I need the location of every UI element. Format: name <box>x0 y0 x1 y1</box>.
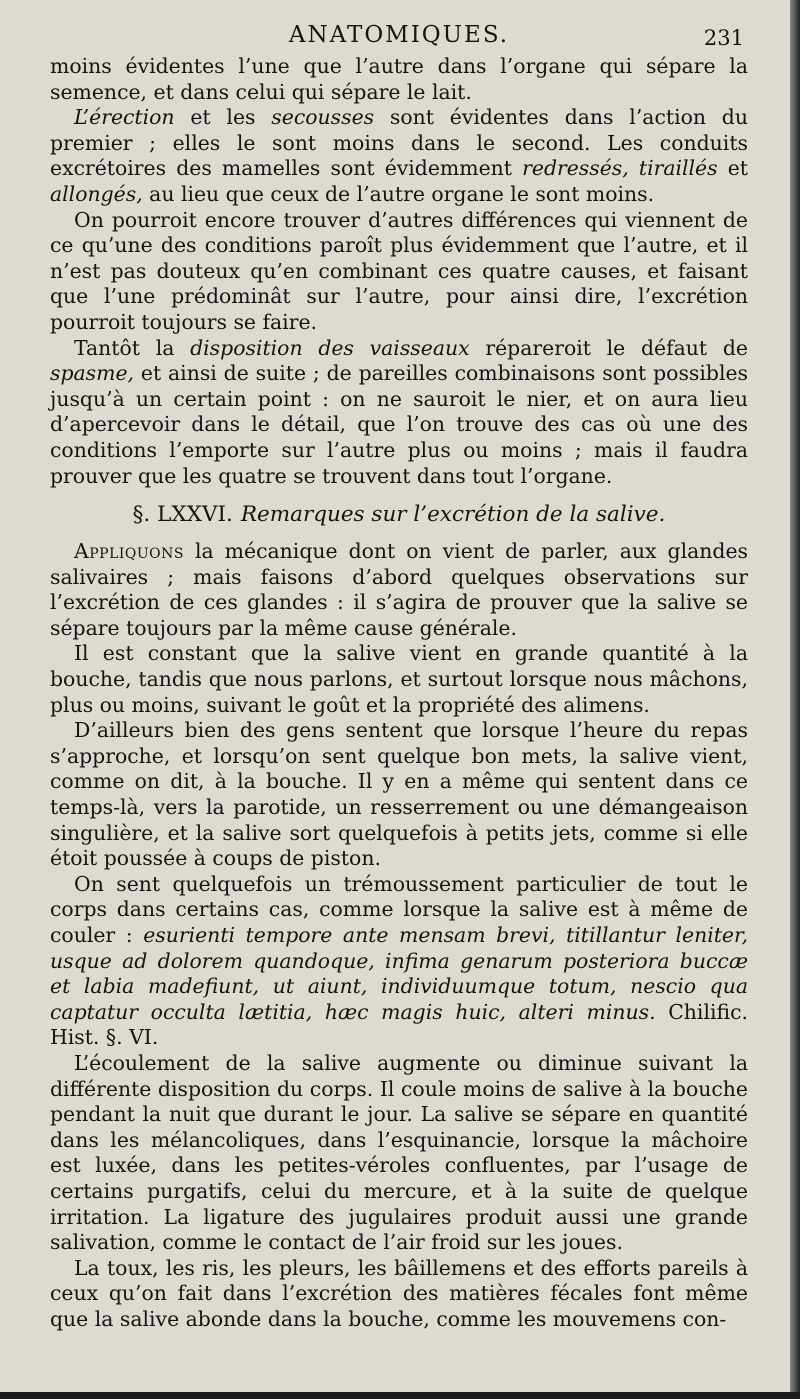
paragraph-text: et <box>717 156 748 181</box>
italic-term: allongés, <box>50 181 143 206</box>
paragraph-text: et les <box>174 105 272 130</box>
italic-term: redressés, tiraillés <box>522 156 718 181</box>
page-edge-shadow <box>790 0 800 1399</box>
paragraph-differences <box>50 208 748 336</box>
italic-term: L’érection <box>74 105 175 130</box>
paragraph-text: La toux, les ris, les pleurs, les bâillemens et des efforts pareils à ceux qu’on fait dans l’excrétion des matières fécales font même que la salive abonde dans la bouche, comme les mouvemens con- <box>50 1255 748 1331</box>
section-number: §. LXXVI. <box>132 502 233 528</box>
paragraph-text: moins évidentes l’une que l’autre dans l’organe qui sépare la semence, et dans celui qui sépare le lait. <box>50 54 748 104</box>
paragraph-text: sont évidentes dans l’action du premier ; elles le sont moins dans le second. Les conduits excrétoires des mamelles sont évidemment <box>50 105 748 181</box>
latin-quotation: esurienti tempore ante mensam brevi, titillantur leniter, usque ad dolorem quandoque, infima genarum posteriora buccæ et labia madefiunt, ut aiunt, individuumque totum, nescio qua captatur occulta lætitia, hæc magis huic, alteri minus. <box>50 923 748 1024</box>
running-title: ANATOMIQUES. <box>288 22 510 48</box>
page-bottom-edge <box>0 1392 800 1399</box>
paragraph-text: au lieu que ceux de l’autre organe le sont moins. <box>142 181 655 206</box>
paragraph-text: On pourroit encore trouver d’autres différences qui viennent de ce qu’une des conditions paroît plus évidemment que l’autre, et il n’est pas douteux qu’en combinant ces quatre causes, et faisant que l’une prédominât sur l’autre, pour ainsi dire, l’excrétion pourroit toujours se faire. <box>50 207 748 334</box>
paragraph-text: D’ailleurs bien des gens sentent que lorsque l’heure du repas s’approche, et lorsqu’on sent quelque bon mets, la salive vient, comme on dit, à la bouche. Il y en a même qui sentent dans ce temps-là, vers la parotide, un resserrement ou une démangeaison singulière, et la salive sort quelquefois à petits jets, comme si elle étoit poussée à coups de piston. <box>50 718 748 871</box>
italic-term: spasme, <box>50 361 135 386</box>
italic-term: disposition des vaisseaux <box>190 335 470 360</box>
paragraph-text: Il est constant que la salive vient en grande quantité à la bouche, tandis que nous parlons, et surtout lorsque nous mâchons, plus ou moins, suivant le goût et la propriété des alimens. <box>50 641 748 717</box>
citation: Chilific. Hist. §. VI. <box>50 999 748 1050</box>
paragraph-text: L’écoulement de la salive augmente ou diminue suivant la différente disposition du corps. Il coule moins de salive à la bouche pendant la nuit que durant le jour. La salive se sépare en quantité dans les mélancoliques, dans l’esquinancie, lorsque la mâchoire est luxée, dans les petites-véroles confluentes, par l’usage de certains purgatifs, celui du mercure, et à la suite de quelque irritation. La ligature des jugulaires produit aussi une grande salivation, comme le contact de l’air froid sur les joues. <box>50 1050 748 1255</box>
running-head <box>50 20 748 54</box>
page-number: 231 <box>703 26 744 50</box>
paragraph-continuation <box>50 54 748 105</box>
paragraph-latin-quote <box>50 872 748 1051</box>
paragraph-text: Tantôt la <box>74 335 191 360</box>
section-heading <box>50 501 748 529</box>
section-title: Remarques sur l’excrétion de la salive. <box>240 502 666 528</box>
paragraph-toux <box>50 1256 748 1333</box>
paragraph-appliquons <box>50 539 748 641</box>
paragraph-constant <box>50 641 748 718</box>
small-caps-lead: Appliquons <box>74 539 184 564</box>
paragraph-text: répareroit le défaut de <box>469 335 748 360</box>
paragraph-erection <box>50 105 748 207</box>
paragraph-repas <box>50 718 748 872</box>
paragraph-combinations <box>50 336 748 490</box>
paragraph-ecoulement <box>50 1051 748 1256</box>
italic-term: secousses <box>271 105 375 130</box>
paragraph-text: et ainsi de suite ; de pareilles combinaisons sont possibles jusqu’à un certain point : on ne sauroit le nier, et on aura lieu d’apercevoir dans le détail, que l’on trouve des cas où une des conditions l’emporte sur l’autre plus ou moins ; mais il faudra prouver que les quatre se trouvent dans tout l’organe. <box>50 361 748 488</box>
paragraph-text: On sent quelquefois un trémoussement particulier de tout le corps dans certains cas, comme lorsque la salive est à même de couler : <box>50 871 748 947</box>
paragraph-text: la mécanique dont on vient de parler, aux glandes salivaires ; mais faisons d’abord quelques observations sur l’excrétion de ces glandes : il s’agira de prouver que la salive se sépare toujours par la même cause générale. <box>50 539 748 640</box>
